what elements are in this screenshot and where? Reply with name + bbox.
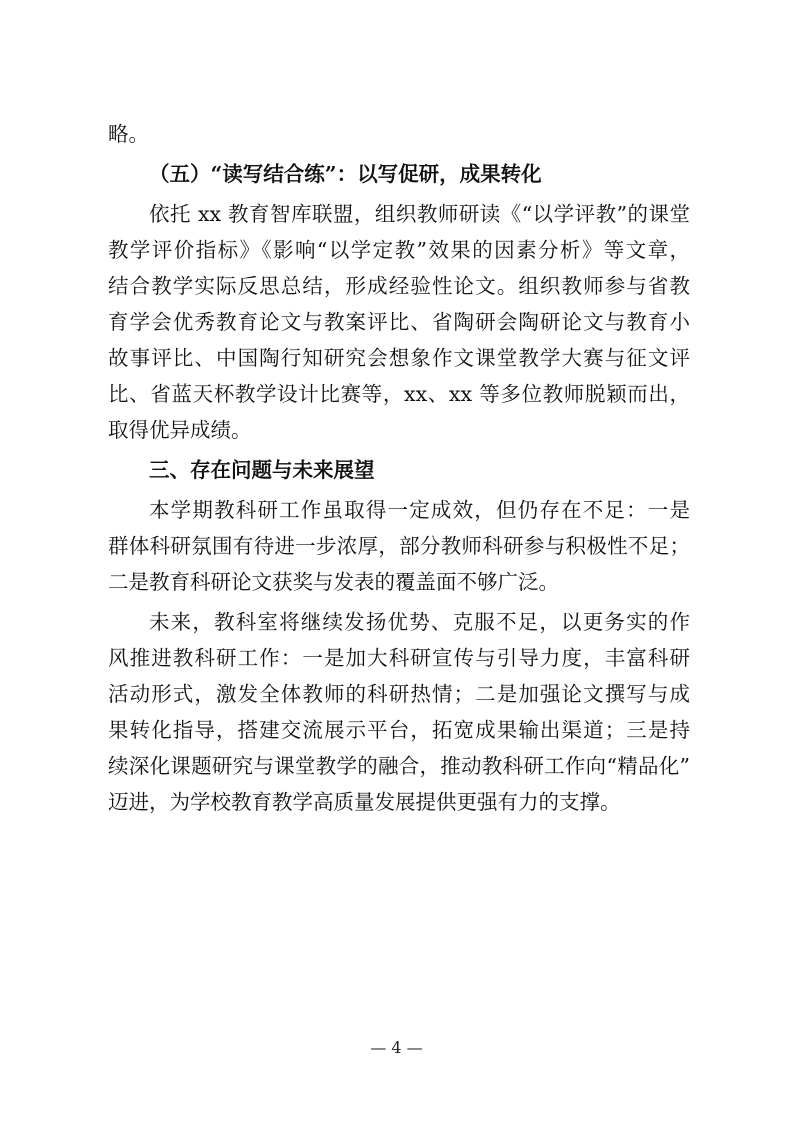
paragraph-line: 故事评比、中国陶行知研究会想象作文课堂教学大赛与征文评: [108, 346, 690, 370]
paragraph-line: 群体科研氛围有待进一步浓厚，部分教师科研参与积极性不足；: [108, 534, 690, 558]
paragraph-line: 教学评价指标》《影响“以学定教”效果的因素分析》等文章，: [108, 238, 690, 262]
paragraph-line: 果转化指导，搭建交流展示平台，拓宽成果输出渠道；三是持: [108, 718, 690, 742]
paragraph-line: 略。: [108, 122, 149, 146]
paragraph-line: 结合教学实际反思总结，形成经验性论文。组织教师参与省教: [108, 274, 690, 298]
section-subheading: （五）“读写结合练”：以写促研，成果转化: [149, 162, 542, 186]
paragraph-line: 取得优异成绩。: [108, 418, 252, 442]
paragraph-line: 续深化课题研究与课堂教学的融合，推动教科研工作向“精品化”: [108, 754, 690, 778]
paragraph-line: 迈进，为学校教育教学高质量发展提供更强有力的支撑。: [108, 790, 621, 814]
section-heading: 三、存在问题与未来展望: [149, 458, 375, 482]
paragraph-line: 二是教育科研论文获奖与发表的覆盖面不够广泛。: [108, 570, 559, 594]
paragraph-line: 活动形式，激发全体教师的科研热情；二是加强论文撰写与成: [108, 682, 690, 706]
paragraph-line: 风推进教科研工作：一是加大科研宣传与引导力度，丰富科研: [108, 646, 690, 670]
paragraph-line: 未来，教科室将继续发扬优势、克服不足，以更务实的作: [149, 610, 690, 634]
paragraph-line: 比、省蓝天杯教学设计比赛等，xx、xx 等多位教师脱颖而出，: [108, 382, 690, 406]
paragraph-line: 本学期教科研工作虽取得一定成效，但仍存在不足：一是: [149, 498, 690, 522]
paragraph-line: 育学会优秀教育论文与教案评比、省陶研会陶研论文与教育小: [108, 310, 690, 334]
page-number: — 4 —: [370, 1038, 423, 1057]
paragraph-line: 依托 xx 教育智库联盟，组织教师研读《“以学评教”的课堂: [149, 202, 690, 226]
